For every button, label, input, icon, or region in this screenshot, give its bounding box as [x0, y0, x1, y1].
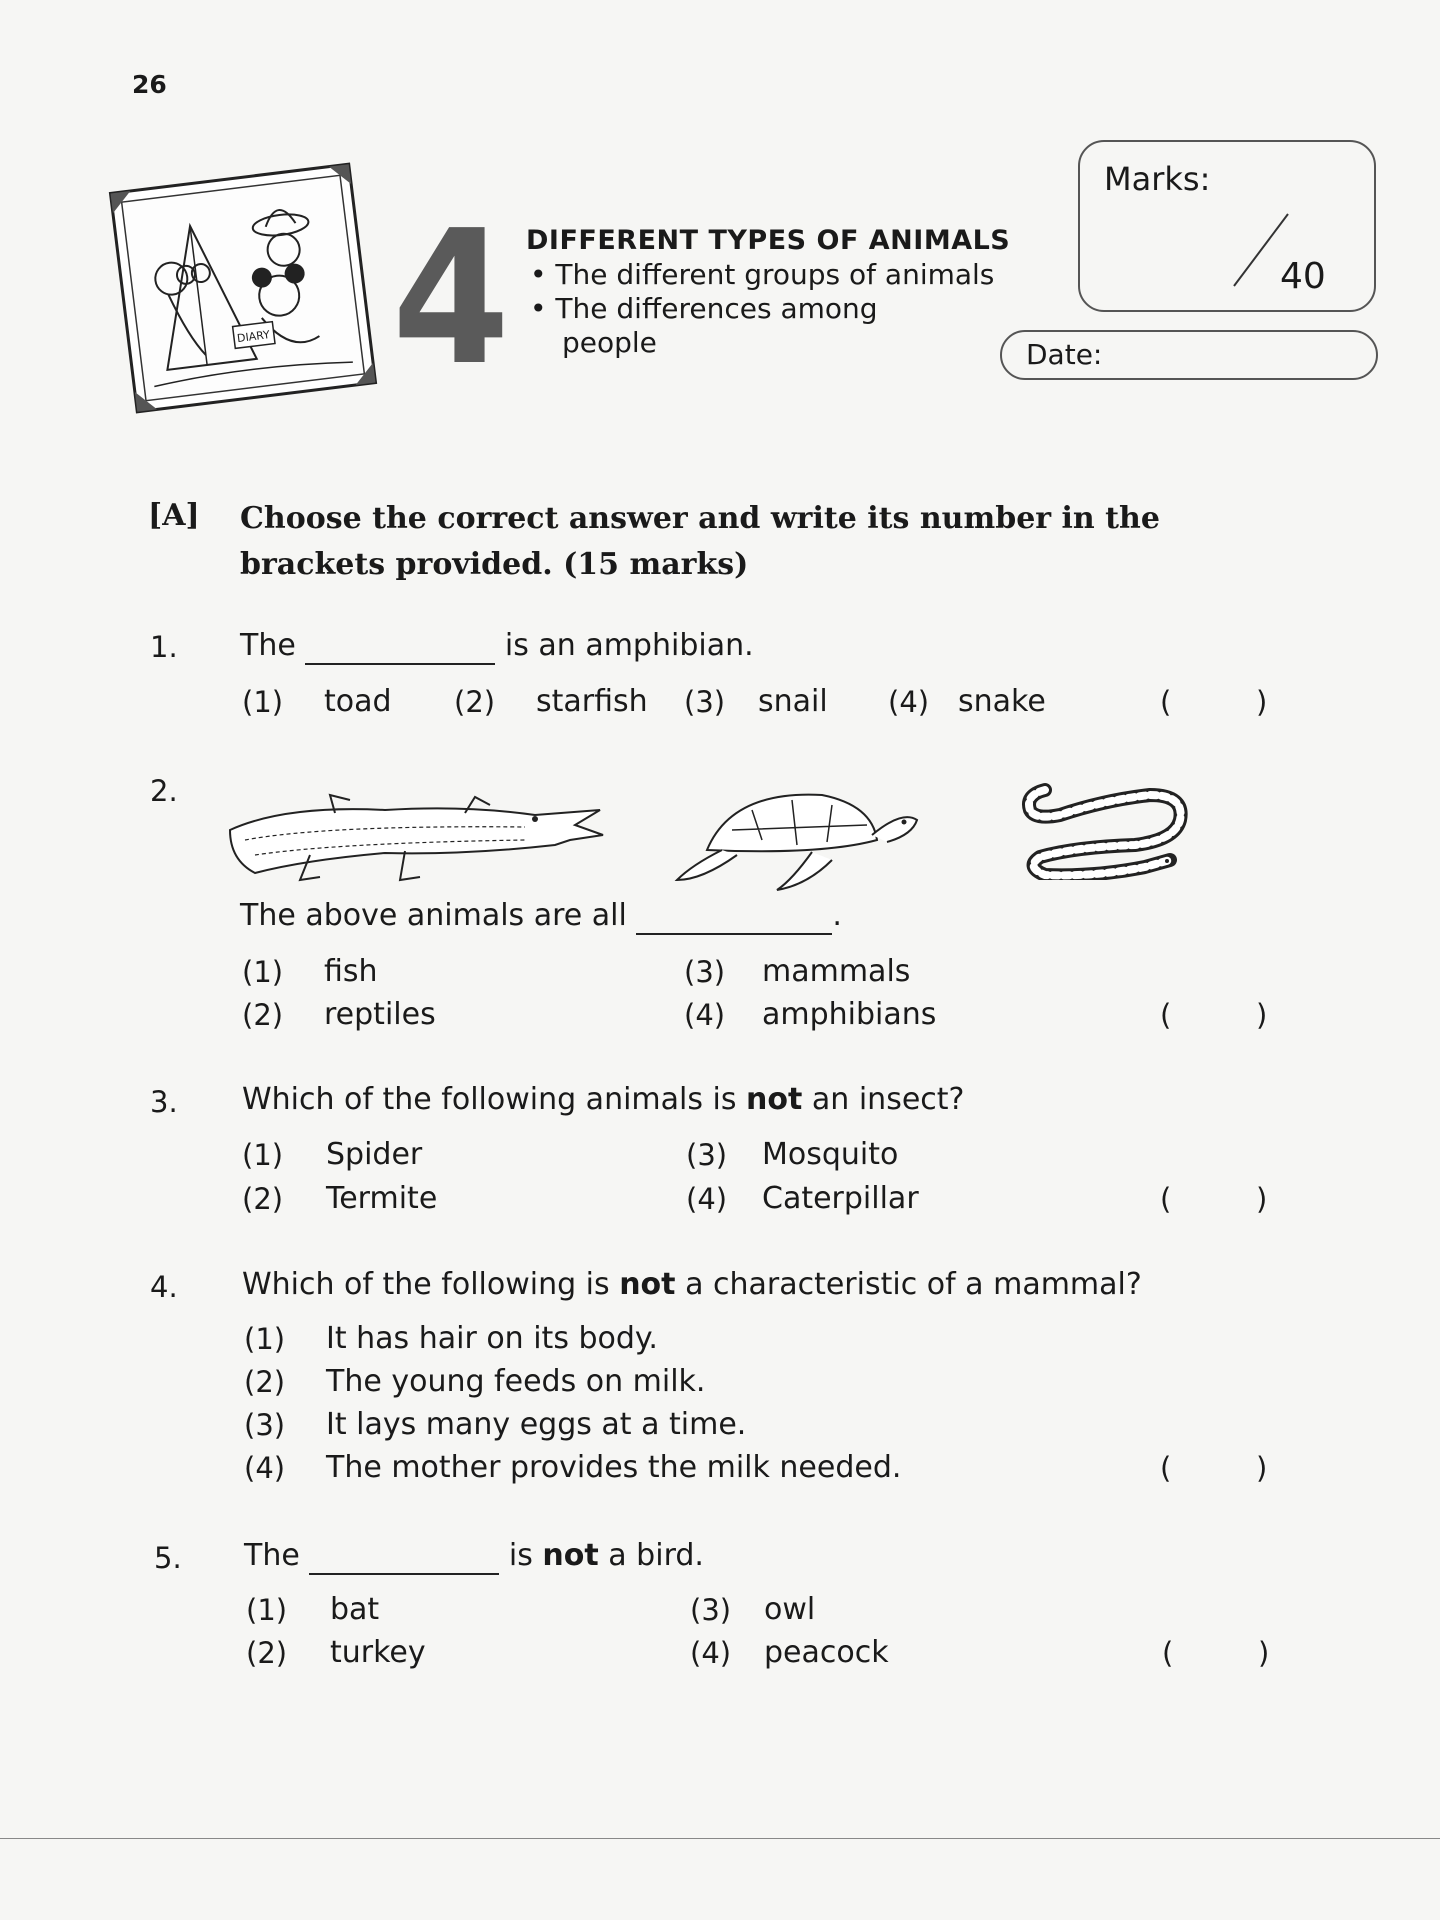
question-stem: [240, 628, 754, 665]
answer-bracket-close[interactable]: ): [1258, 1636, 1270, 1670]
date-label: Date:: [1026, 338, 1103, 371]
option-number: (3): [684, 685, 726, 719]
instruction-line: brackets provided. (15 marks): [240, 547, 749, 582]
stem-text: The above animals are all: [240, 898, 627, 933]
option-text: Spider: [326, 1137, 423, 1172]
answer-bracket-open[interactable]: (: [1160, 1182, 1172, 1216]
crocodile-image: [225, 785, 610, 885]
option-text: mammals: [762, 954, 911, 989]
chapter-topic-bullet: • The differences among: [530, 292, 878, 325]
option-text: snail: [758, 684, 828, 719]
instruction-line: Choose the correct answer and write its number in the: [240, 501, 1160, 536]
option-number: (1): [242, 1138, 284, 1172]
question-number: 1.: [150, 630, 178, 664]
stem-text: The: [244, 1538, 300, 1573]
answer-bracket-close[interactable]: ): [1256, 685, 1268, 719]
option-text: The mother provides the milk needed.: [326, 1450, 902, 1485]
marks-label: Marks:: [1104, 160, 1211, 198]
answer-bracket-open[interactable]: (: [1160, 998, 1172, 1032]
answer-bracket-open[interactable]: (: [1162, 1636, 1174, 1670]
option-number: (1): [242, 685, 284, 719]
stem-text: is: [508, 1538, 533, 1573]
answer-blank[interactable]: [305, 628, 495, 665]
stem-emphasis: not: [542, 1538, 599, 1573]
option-text: It has hair on its body.: [326, 1321, 658, 1356]
option-text: turkey: [330, 1635, 426, 1670]
option-text: peacock: [764, 1635, 889, 1670]
question-number: 4.: [150, 1270, 178, 1304]
answer-blank[interactable]: [636, 898, 832, 935]
option-number: (2): [242, 1182, 284, 1216]
answer-bracket-open[interactable]: (: [1160, 685, 1172, 719]
option-number: (2): [454, 685, 496, 719]
stem-emphasis: not: [619, 1267, 676, 1302]
chapter-topic-text: The different groups of animals: [555, 258, 995, 291]
question-number: 2.: [150, 774, 178, 808]
stem-text: a bird.: [608, 1538, 704, 1573]
option-text: Caterpillar: [762, 1181, 919, 1216]
chapter-title: DIFFERENT TYPES OF ANIMALS: [526, 225, 1011, 256]
option-text: bat: [330, 1592, 380, 1627]
option-number: (2): [246, 1636, 288, 1670]
option-number: (4): [244, 1451, 286, 1485]
section-label: [A]: [148, 498, 200, 533]
option-number: (1): [242, 955, 284, 989]
option-number: (3): [684, 955, 726, 989]
stem-text: an insect?: [811, 1082, 965, 1117]
stem-text: .: [832, 898, 842, 933]
snake-image: [1015, 775, 1195, 880]
option-number: (4): [684, 998, 726, 1032]
turtle-image: [672, 780, 922, 895]
answer-bracket-open[interactable]: (: [1160, 1451, 1172, 1485]
option-text: fish: [324, 954, 378, 989]
cartoon-photo-illustration: [98, 160, 388, 415]
option-text: Termite: [326, 1181, 438, 1216]
question-stem: [244, 1538, 704, 1575]
option-text: It lays many eggs at a time.: [326, 1407, 747, 1442]
option-number: (3): [244, 1408, 286, 1442]
stem-text: The: [240, 628, 296, 663]
answer-blank[interactable]: [309, 1538, 499, 1575]
option-number: (3): [690, 1593, 732, 1627]
question-number: 5.: [154, 1541, 182, 1575]
diary-sign-text: DIARY: [236, 328, 271, 346]
section-instruction: [240, 496, 1300, 588]
option-text: toad: [324, 684, 392, 719]
stem-text: Which of the following is: [242, 1267, 610, 1302]
page-number: 26: [132, 70, 167, 99]
option-text: owl: [764, 1592, 816, 1627]
answer-bracket-close[interactable]: ): [1256, 1182, 1268, 1216]
chapter-number-graphic: [390, 222, 515, 372]
option-text: amphibians: [762, 997, 937, 1032]
marks-total: 40: [1280, 256, 1326, 297]
option-number: (2): [242, 998, 284, 1032]
page-bottom-rule: [0, 1838, 1440, 1839]
question-stem: [242, 1082, 964, 1117]
question-stem: [242, 1267, 1142, 1302]
stem-text: Which of the following animals is: [242, 1082, 737, 1117]
option-text: reptiles: [324, 997, 436, 1032]
option-text: starfish: [536, 684, 648, 719]
chapter-number: 4: [392, 222, 510, 372]
option-text: The young feeds on milk.: [326, 1364, 706, 1399]
question-stem: [240, 898, 842, 935]
stem-emphasis: not: [746, 1082, 803, 1117]
chapter-topic-bullet: • The different groups of animals: [530, 258, 995, 291]
option-number: (3): [686, 1138, 728, 1172]
option-text: Mosquito: [762, 1137, 899, 1172]
stem-text: is an amphibian.: [504, 628, 754, 663]
question-number: 3.: [150, 1085, 178, 1119]
chapter-topic-text: The differences among: [555, 292, 878, 325]
option-number: (2): [244, 1365, 286, 1399]
option-number: (1): [246, 1593, 288, 1627]
answer-bracket-close[interactable]: ): [1256, 1451, 1268, 1485]
option-number: (4): [888, 685, 930, 719]
stem-text: a characteristic of a mammal?: [685, 1267, 1142, 1302]
option-number: (4): [686, 1182, 728, 1216]
answer-bracket-close[interactable]: ): [1256, 998, 1268, 1032]
option-text: snake: [958, 684, 1046, 719]
chapter-topic-continued: people: [562, 326, 657, 359]
option-number: (4): [690, 1636, 732, 1670]
option-number: (1): [244, 1322, 286, 1356]
